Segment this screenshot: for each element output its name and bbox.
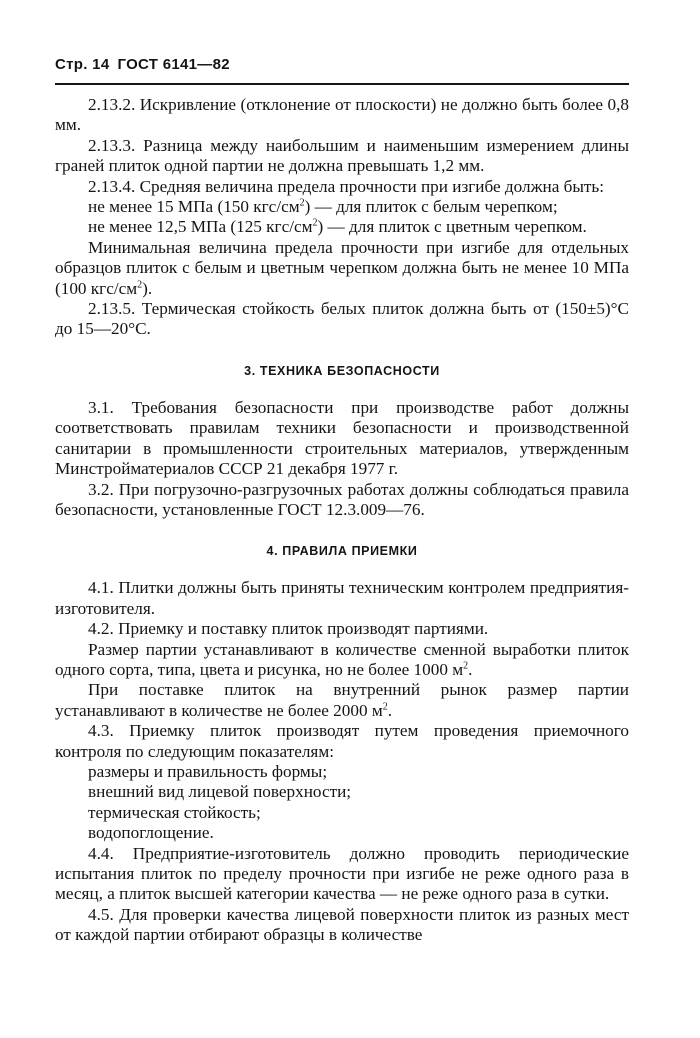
list-item: внешний вид лицевой поверхности; <box>88 782 352 802</box>
clause-2-13-3: 2.13.3. Разница между наибольшим и наименьшим измерением длины граней плиток одной партии не должна превышать 1,2 мм. <box>55 135 629 176</box>
page-number: Стр. 14 <box>55 56 110 73</box>
header-rule <box>55 83 629 85</box>
page-body <box>55 95 629 946</box>
clause-4-2-domestic: При поставке плиток на внутренний рынок размер партии устанавливают в количестве не более 2000 $м^2$. <box>55 680 629 720</box>
clause-4-2: 4.2. Приемку и поставку плиток производят партиями. <box>88 619 489 639</box>
clause-2-13-2: 2.13.2. Искривление (отклонение от плоскости) не должно быть более 0,8 мм. <box>55 95 629 135</box>
clause-4-2-lot-size: Размер партии устанавливают в количестве сменной выработки плиток одного сорта, типа, цвета и рисунка, но не более 1000 $м^2$. <box>55 639 629 679</box>
section-4-title: 4. ПРАВИЛА ПРИЕМКИ <box>266 544 418 559</box>
clause-4-4: 4.4. Предприятие-изготовитель должно проводить периодические испытания плиток по пределу прочности при изгибе не реже одного раза в месяц, а плиток высшей категории качества — не реже одного раза в сутки. <box>55 843 629 904</box>
list-item: размеры и правильность формы; <box>88 761 328 781</box>
list-item: водопоглощение. <box>88 823 214 843</box>
clause-2-13-5: 2.13.5. Термическая стойкость белых плиток должна быть от (150±5)°С до 15—20°С. <box>55 299 629 339</box>
clause-3-1: 3.1. Требования безопасности при производстве работ должны соответствовать правилам техники безопасности и производственной санитарии в промышленности строительных материалов, утвержденным Минстройматериалов СССР 21 декабря 1977 г. <box>55 397 629 479</box>
clause-3-2: 3.2. При погрузочно-разгрузочных работах должны соблюдаться правила безопасности, установленные ГОСТ 12.3.009—76. <box>55 479 629 519</box>
standard-designation: ГОСТ 6141—82 <box>117 56 230 73</box>
clause-2-13-4: 2.13.4. Средняя величина предела прочности при изгибе должна быть: <box>88 176 605 196</box>
clause-min-strength: Минимальная величина предела прочности при изгибе для отдельных образцов плиток с белым и цветным черепком должна быть не менее 10 МПа (100 кгс/$см^2$). <box>55 237 629 298</box>
list-item: термическая стойкость; <box>88 802 261 822</box>
page-header <box>55 56 230 73</box>
clause-4-3: 4.3. Приемку плиток производят путем проведения приемочного контроля по следующим показателям: <box>55 721 629 761</box>
clause-4-1: 4.1. Плитки должны быть приняты техническим контролем предприятия-изготовителя. <box>55 578 629 618</box>
section-3-title: 3. ТЕХНИКА БЕЗОПАСНОСТИ <box>244 363 440 378</box>
clause-2-13-4-white: не менее 15 МПа (150 кгс/$см^2$) — для плиток с белым черепком; <box>88 197 558 217</box>
clause-2-13-4-colored: не менее 12,5 МПа (125 кгс/$см^2$) — для плиток с цветным черепком. <box>88 217 587 237</box>
clause-4-5: 4.5. Для проверки качества лицевой поверхности плиток из разных мест от каждой партии отбирают образцы в количестве <box>55 904 629 945</box>
